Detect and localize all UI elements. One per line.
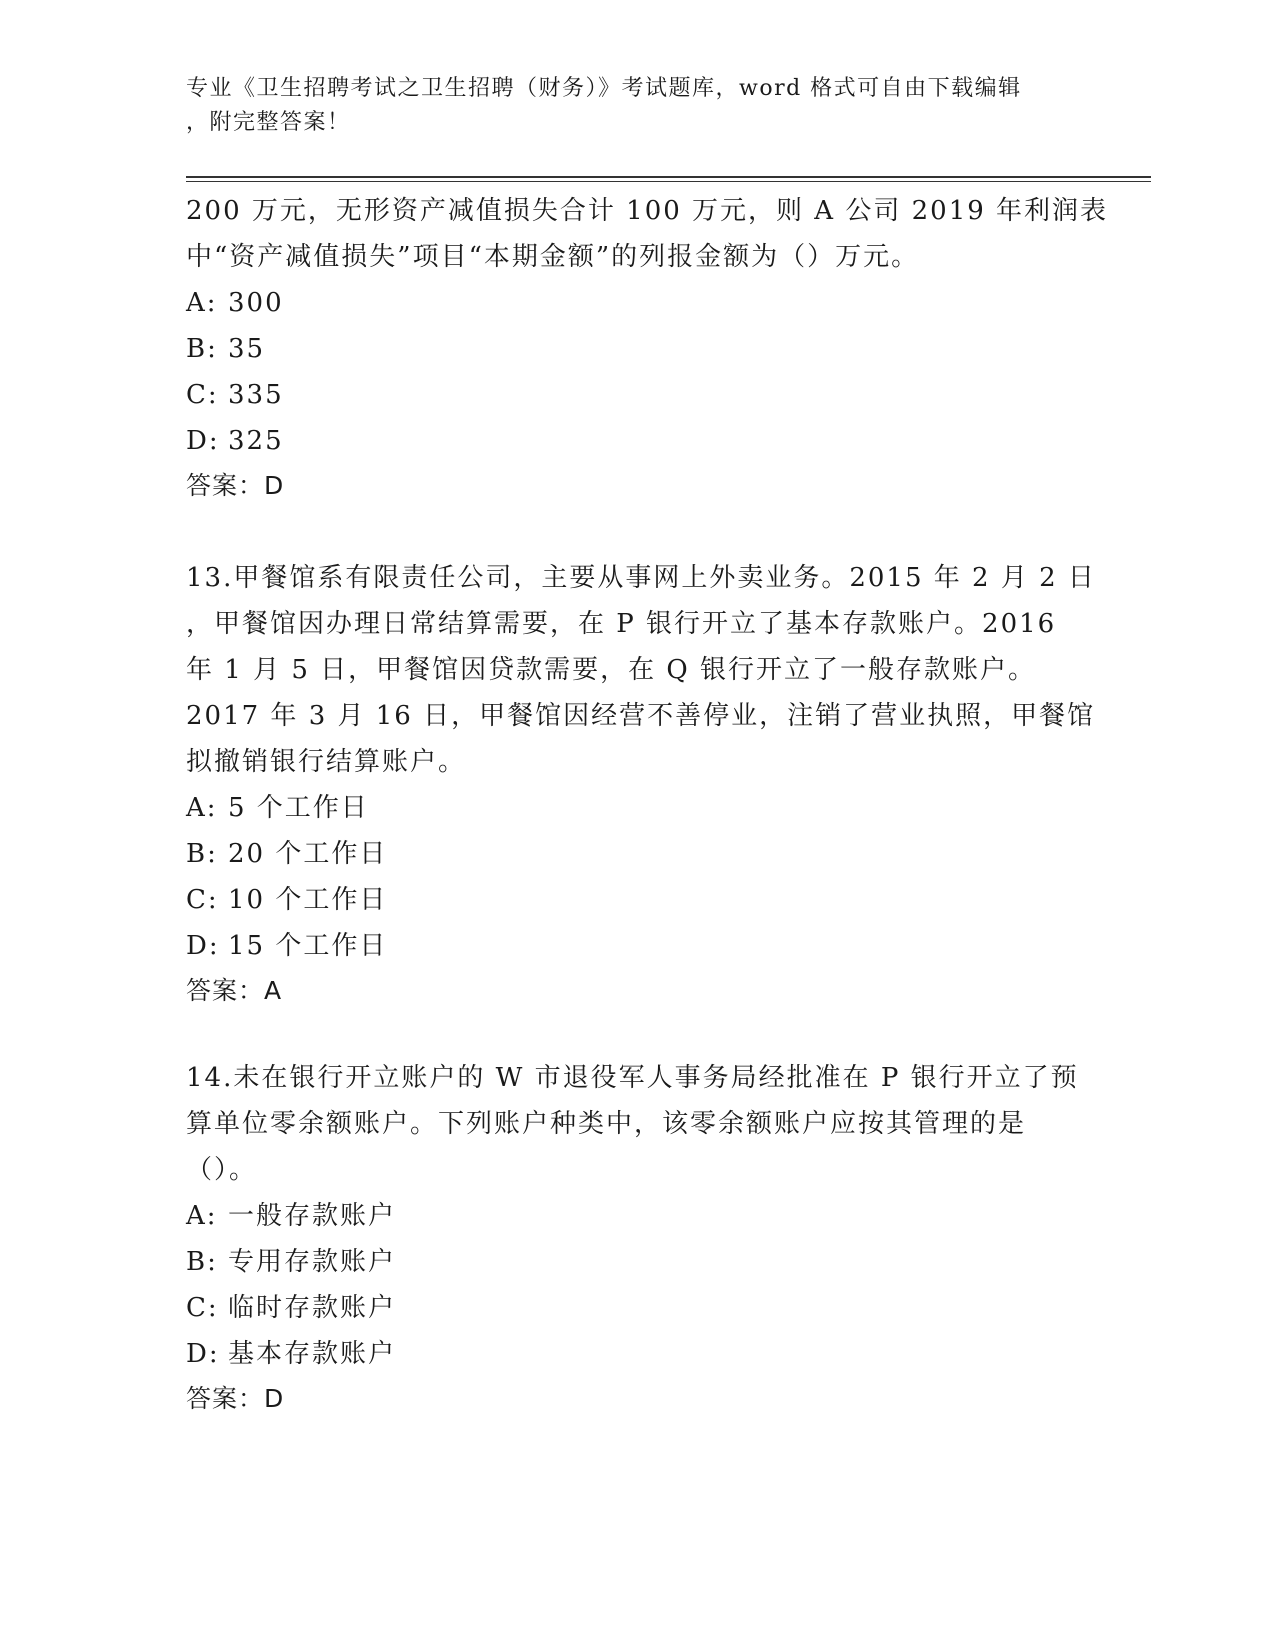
option-a [186, 280, 1086, 326]
option-letter: B: [186, 334, 218, 364]
question-stem-line: 拟撤销银行结算账户。 [186, 747, 467, 777]
option-a [186, 1193, 1086, 1239]
option-letter: A: [186, 288, 218, 318]
header-divider-thin [186, 181, 1151, 182]
question-stem-line: 14.未在银行开立账户的 W 市退役军人事务局经批准在 P 银行开立了预 [186, 1063, 1079, 1093]
option-text: 20 个工作日 [228, 839, 388, 869]
option-letter: C: [186, 885, 219, 915]
option-text: 15 个工作日 [228, 931, 388, 961]
question-block [186, 555, 1096, 1013]
option-b [186, 326, 1086, 372]
question-stem-line: 2017 年 3 月 16 日，甲餐馆因经营不善停业，注销了营业执照，甲餐馆 [186, 701, 1096, 731]
option-text: 5 个工作日 [228, 793, 369, 823]
option-letter: B: [186, 839, 218, 869]
option-text: 300 [228, 288, 284, 318]
option-letter: C: [186, 380, 219, 410]
option-text: 325 [228, 426, 284, 456]
option-d [186, 1331, 1086, 1377]
option-b [186, 1239, 1086, 1285]
option-text: 专用存款账户 [228, 1247, 397, 1277]
option-text: 35 [228, 334, 266, 364]
option-text: 335 [228, 380, 284, 410]
option-text: 一般存款账户 [228, 1201, 397, 1231]
option-b [186, 831, 1086, 877]
question-stem-line: 年 1 月 5 日，甲餐馆因贷款需要，在 Q 银行开立了一般存款账户。 [186, 655, 1036, 685]
option-letter: C: [186, 1293, 219, 1323]
option-text: 10 个工作日 [228, 885, 388, 915]
question-stem-line: 200 万元，无形资产减值损失合计 100 万元，则 A 公司 2019 年利润表 [186, 196, 1109, 226]
question-stem-line: 中“资产减值损失”项目“本期金额”的列报金额为（）万元。 [186, 242, 920, 272]
answer-line: 答案：D [186, 1384, 285, 1413]
option-c [186, 372, 1086, 418]
question-stem-line: （）。 [186, 1155, 258, 1185]
option-text: 临时存款账户 [228, 1293, 397, 1323]
option-d [186, 418, 1086, 464]
question-block [186, 1055, 1086, 1421]
option-letter: B: [186, 1247, 218, 1277]
option-d [186, 923, 1086, 969]
header-line-1: 专业《卫生招聘考试之卫生招聘（财务）》考试题库，word 格式可自由下载编辑 [186, 76, 1022, 101]
option-letter: A: [186, 793, 218, 823]
document-header [186, 72, 1066, 140]
question-block [186, 188, 1109, 508]
option-a [186, 785, 1086, 831]
answer-line: 答案：A [186, 976, 283, 1005]
option-c [186, 1285, 1086, 1331]
option-letter: D: [186, 426, 220, 456]
question-stem-line: 算单位零余额账户。下列账户种类中，该零余额账户应按其管理的是 [186, 1109, 1027, 1139]
option-text: 基本存款账户 [228, 1339, 397, 1369]
header-line-2: ，附完整答案！ [186, 110, 351, 135]
header-divider [186, 176, 1151, 178]
option-letter: D: [186, 1339, 220, 1369]
option-letter: D: [186, 931, 220, 961]
question-stem-line: 13.甲餐馆系有限责任公司，主要从事网上外卖业务。2015 年 2 月 2 日 [186, 563, 1096, 593]
option-letter: A: [186, 1201, 218, 1231]
option-c [186, 877, 1086, 923]
answer-line: 答案：D [186, 471, 285, 500]
question-stem-line: ，甲餐馆因办理日常结算需要，在 P 银行开立了基本存款账户。2016 [186, 609, 1057, 639]
